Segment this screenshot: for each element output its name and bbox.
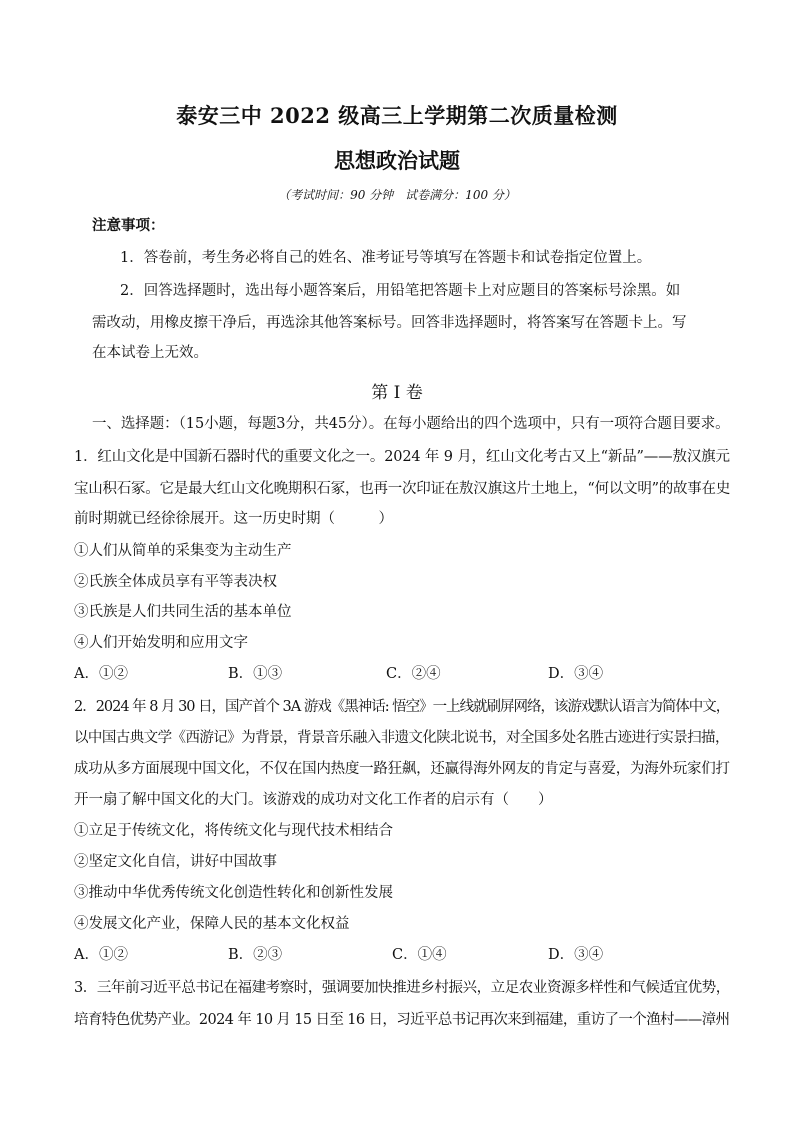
q1-stem-line-3: 前时期就已经徐徐展开。这一历史时期（ ）	[74, 511, 393, 527]
notice-item-2-line-2: 需改动，用橡皮擦干净后，再选涂其他答案标号。回答非选择题时，将答案写在答题卡上。写	[92, 315, 687, 331]
q2-statement-4: ④发展文化产业，保障人民的基本文化权益	[74, 916, 350, 932]
notice-item-2-line-3: 在本试卷上无效。	[92, 345, 208, 361]
q3-stem-line-1: 3．三年前习近平总书记在福建考察时，强调要加快推进乡村振兴，立足农业资源多样性和气候适宜优势，	[74, 980, 730, 996]
q2-option-d: D．③④	[548, 947, 604, 963]
q3-stem-line-2: 培育特色优势产业。2024 年 10 月 15 日至 16 日，习近平总书记再次来到福建，重访了一个渔村——漳州	[74, 1012, 730, 1028]
q1-option-d: D．③④	[548, 666, 604, 682]
section-heading: 一、选择题：（15小题，每题3分，共45分）。在每小题给出的四个选项中，只有一项符合题目要求。	[92, 416, 730, 432]
q1-option-a: A．①②	[74, 666, 128, 682]
q2-statement-3: ③推动中华优秀传统文化创造性转化和创新性发展	[74, 885, 393, 901]
exam-subject: 思想政治试题	[334, 148, 460, 173]
q2-stem-line-3: 成功从多方面展现中国文化，不仅在国内热度一路狂飙，还赢得海外网友的肯定与喜爱，为海外玩家们打	[74, 761, 730, 777]
q2-stem-line-2: 以中国古典文学《西游记》为背景，背景音乐融入非遗文化陕北说书，对全国多处名胜古迹进行实景扫描，	[74, 730, 729, 746]
q2-option-b: B．②③	[228, 947, 283, 963]
q1-statement-3: ③氏族是人们共同生活的基本单位	[74, 604, 292, 620]
q2-statement-2: ②坚定文化自信，讲好中国故事	[74, 854, 277, 870]
exam-title: 泰安三中 2022 级高三上学期第二次质量检测	[176, 103, 618, 128]
q1-statement-2: ②氏族全体成员享有平等表决权	[74, 574, 277, 590]
notice-item-2-line-1: 2．回答选择题时，选出每小题答案后，用铅笔把答题卡上对应题目的答案标号涂黑。如	[120, 283, 681, 299]
q1-statement-4: ④人们开始发明和应用文字	[74, 635, 248, 651]
q2-option-a: A．①②	[74, 947, 128, 963]
q2-statement-1: ①立足于传统文化，将传统文化与现代技术相结合	[74, 823, 393, 839]
notice-item-1: 1．答卷前，考生务必将自己的姓名、准考证号等填写在答题卡和试卷指定位置上。	[120, 250, 652, 266]
q1-option-c: C．②④	[386, 666, 441, 682]
q1-statement-1: ①人们从简单的采集变为主动生产	[74, 543, 292, 559]
volume-heading: 第 I 卷	[371, 383, 423, 403]
q2-option-c: C．①④	[392, 947, 447, 963]
q2-stem-line-1: 2．2024 年 8 月 30 日，国产首个 3A 游戏《黑神话: 悟空》一上线就刷屏网络，该游戏默认语言为简体中文，	[74, 699, 730, 715]
notice-heading: 注意事项：	[92, 217, 165, 234]
q1-stem-line-1: 1．红山文化是中国新石器时代的重要文化之一。2024 年 9 月，红山文化考古又上“新品”——敖汉旗元	[74, 449, 730, 465]
q1-option-b: B．①③	[228, 666, 283, 682]
q2-stem-line-4: 开一扇了解中国文化的大门。该游戏的成功对文化工作者的启示有（ ）	[74, 792, 553, 808]
q1-stem-line-2: 宝山积石冢。它是最大红山文化晚期积石冢，也再一次印证在敖汉旗这片土地上，“何以文明”的故事在史	[74, 481, 731, 497]
exam-info: （考试时间：90 分钟 试卷满分：100 分）	[278, 188, 516, 202]
